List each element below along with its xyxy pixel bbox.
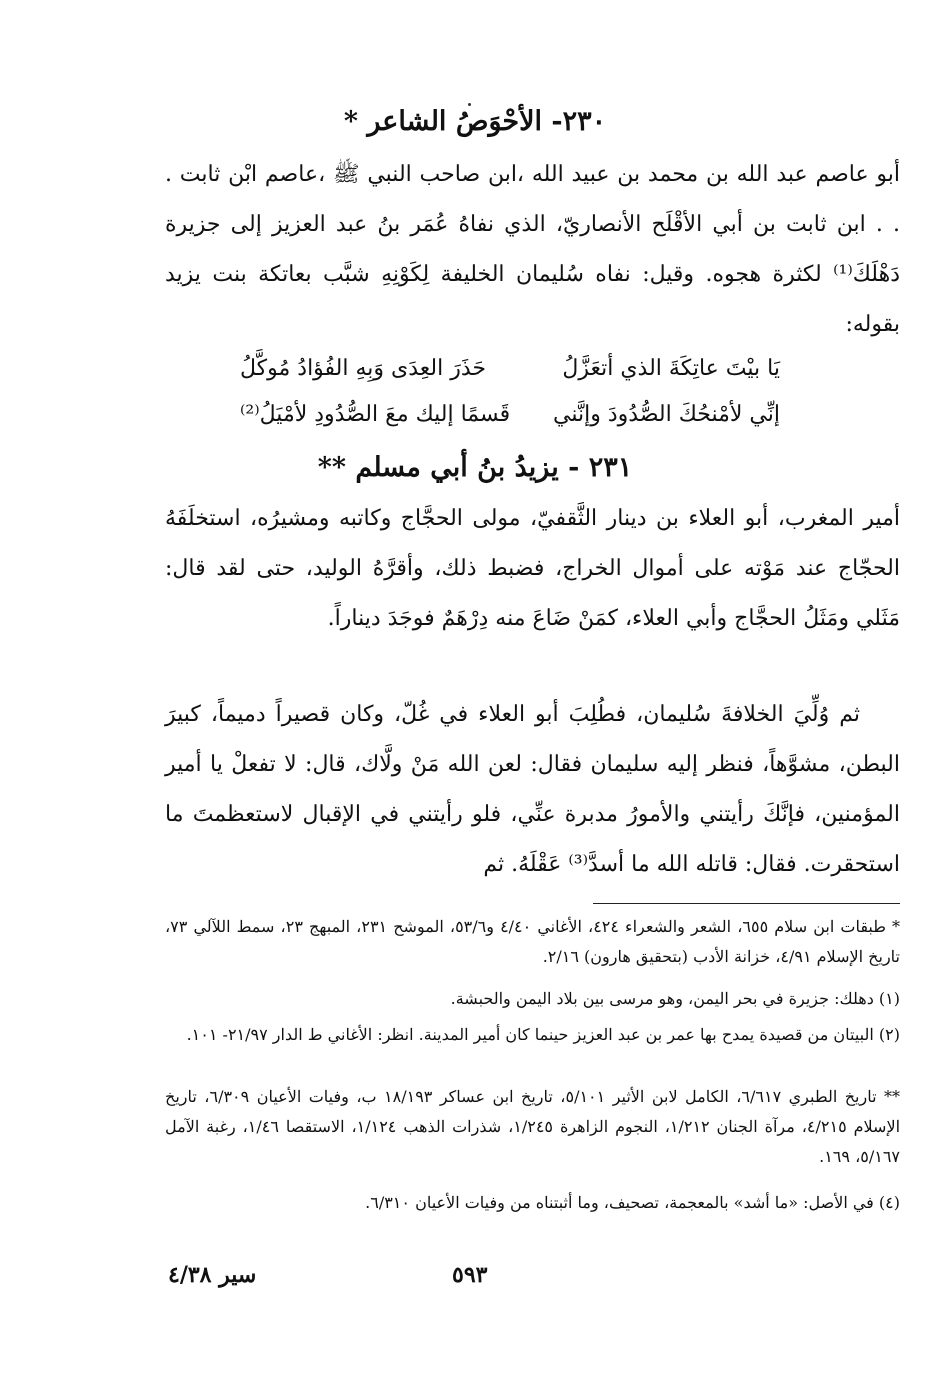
verse-line-2 (240, 392, 780, 438)
verse-1-second-hemistich: حَذَرَ العِدَى وَبِهِ الفُؤادُ مُوكَّلُ (240, 356, 486, 381)
entry-230-paragraph (165, 150, 900, 350)
footnote-star-2-text: ** تاريخ الطبري ٦/٦١٧، الكامل لابن الأثير ٥/١٠١، تاريخ ابن عساكر ١٨/١٩٣ ب، وفيات الأعيان ٦/٣٠٩، تاريخ الإسلام ٤/٢١٥، مرآة الجنان ١/٢١٢، النجوم الزاهرة ١/٢٤٥، شذرات الذهب ١/١٢٤، الاستقصا ١/٤٦، رغبة الآمل ٥/١٦٧، ١٦٩. (165, 1087, 901, 1166)
entry-231-paragraph-1 (165, 494, 900, 644)
verse-2-first-hemistich: إنِّي لأمْنحُكَ الصُّدُودَ وإنَّني (553, 402, 780, 427)
footnote-1 (165, 984, 900, 1014)
entry-231-text-2: ثم وُلِّيَ الخلافةَ سُليمان، فطُلِبَ أبو العلاء في غُلّ، وكان قصيراً دميماً، كبيرَ البطن، مشوَّهاً، فنظر إليه سليمان فقال: لعن الله مَنْ ولَّاك، قال: لا تفعلْ يا أمير المؤمنين، فإنَّكَ رأيتني والأمورُ مدبرة عنِّي، فلو رأيتني في الإقبال لاستعظمتَ ما استحقرت. فقال: قاتله الله ما أسدَّ⁽³⁾ عَقْلَهُ. ثم (165, 702, 900, 877)
footnote-4 (165, 1188, 900, 1218)
signature-mark: سير ٤/٣٨ (168, 1262, 257, 1288)
footnote-4-text: (٤) في الأصل: «ما أشد» بالمعجمة، تصحيف، وما أثبتناه من وفيات الأعيان ٦/٣١٠. (365, 1193, 900, 1212)
entry-231-text-1: أمير المغرب، أبو العلاء بن دينار الثَّقفيّ، مولى الحجَّاج وكاتبه ومشيرُه، استخلَفَهُ الحجّاج عند مَوْته على أموال الخراج، فضبط ذلك، وأقرَّهُ الوليد، حتى لقد قال: مَثَلي ومَثَلُ الحجَّاج وأبي العلاء، كمَنْ ضَاعَ منه دِرْهَمٌ فوجَدَ ديناراً. (165, 506, 900, 631)
verse-line-1 (240, 346, 780, 392)
entry-230-text: أبو عاصم عبد الله بن محمد بن عبيد الله ،ابن صاحب النبي ﷺ ،عاصم ابْن ثابت . . . ابن ثابت بن أبي الأقْلَح الأنصاريّ، الذي نفاهُ عُمَر بنُ عبد العزيز إلى جزيرة دَهْلَكَ⁽¹⁾ لكثرة هجوه. وقيل: نفاه سُليمان الخليفة لِكَوْنِهِ شبَّب بعاتكة بنت يزيد بقوله: (165, 162, 900, 337)
footnote-star-1-text: * طبقات ابن سلام ٦٥٥، الشعر والشعراء ٤٢٤، الأغاني ٤/٤٠ و٥٣/٦، الموشح ٢٣١، المبهج ٢٣، سمط اللآلي ٧٣، تاريخ الإسلام ٤/٩١، خزانة الأدب (بتحقيق هارون) ٢/١٦. (165, 917, 901, 966)
footnote-2 (165, 1020, 900, 1050)
heading-entry-231: ٢٣١ - يزيدُ بنُ أبي مسلم ** (317, 452, 633, 483)
footnote-sources-230 (165, 912, 900, 972)
footnote-1-text: (١) دهلك: جزيرة في بحر اليمن، وهو مرسى بين بلاد اليمن والحبشة. (450, 989, 900, 1008)
verse-1-first-hemistich: يَا بيْتَ عاتِكَةَ الذي أتعَزَّلُ (562, 356, 780, 381)
verse-2-second-hemistich: قَسمًا إليك معَ الصُّدُودِ لأمْيَلُ⁽²⁾ (240, 402, 511, 427)
footnote-separator (593, 903, 900, 904)
entry-231-paragraph-2 (165, 690, 900, 890)
page-number: ٥٩٣ (452, 1262, 488, 1288)
footnote-sources-231 (165, 1082, 900, 1172)
footnote-2-text: (٢) البيتان من قصيدة يمدح بها عمر بن عبد العزيز حينما كان أمير المدينة. انظر: الأغاني ط الدار ٢١/٩٧- ١٠١. (186, 1025, 900, 1044)
heading-entry-230: ٢٣٠- الأحْوَصُ الشاعر * (343, 106, 607, 137)
